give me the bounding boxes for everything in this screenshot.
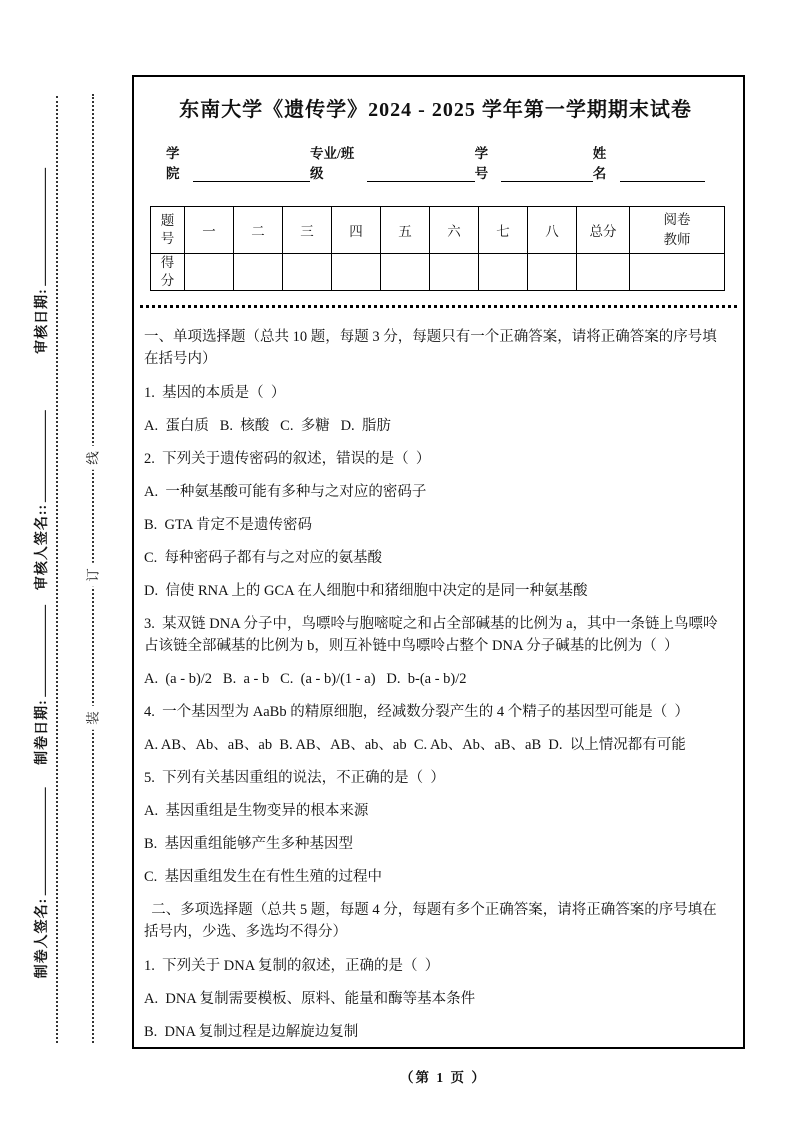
maker-signature-label <box>32 788 50 979</box>
score-header-1: 一 <box>185 207 234 254</box>
score-row-label: 得分 <box>151 254 185 291</box>
s1-q3-options: A. (a - b)/2 B. a - b C. (a - b)/(1 - a) D. b-(a - b)/2 <box>144 671 467 688</box>
binding-char-zhuang: 装 <box>86 706 100 730</box>
exam-body <box>144 326 727 1043</box>
score-cell-empty <box>185 254 234 291</box>
binding-char-xian: 线 <box>86 446 100 470</box>
binding-char-ding: 订 <box>86 563 100 587</box>
s1-q5-option-c: C. 基因重组发生在有性生殖的过程中 <box>144 869 383 886</box>
s1-q2-option-a: A. 一种氨基酸可能有多种与之对应的密码子 <box>144 484 427 501</box>
name-field <box>593 142 705 182</box>
score-header-2: 二 <box>234 207 283 254</box>
score-header-4: 四 <box>332 207 381 254</box>
s1-q1-options: A. 蛋白质 B. 核酸 C. 多糖 D. 脂肪 <box>144 418 391 435</box>
s1-q5-option-b: B. 基因重组能够产生多种基因型 <box>144 836 354 853</box>
major-class-blank <box>367 168 474 183</box>
maker-signature-text: 制卷人签名: <box>35 897 51 979</box>
score-header-3: 三 <box>283 207 332 254</box>
college-blank <box>193 168 310 183</box>
score-header-7: 七 <box>479 207 528 254</box>
score-table-score-row <box>151 254 725 291</box>
making-date-text: 制卷日期: <box>35 699 51 765</box>
student-id-blank <box>501 168 592 183</box>
review-date-label <box>32 168 50 354</box>
making-date-blank <box>32 605 46 697</box>
score-header-5: 五 <box>381 207 430 254</box>
student-id-label: 学号 <box>474 146 489 181</box>
reviewer-signature-label <box>32 410 50 590</box>
s1-q2-option-b: B. GTA 肯定不是遗传密码 <box>144 517 313 534</box>
dotted-separator <box>140 305 737 308</box>
s2-q1-option-b: B. DNA 复制过程是边解旋边复制 <box>144 1024 359 1041</box>
score-cell-empty <box>577 254 630 291</box>
s1-q2-option-d: D. 信使 RNA 上的 GCA 在人细胞中和猪细胞中决定的是同一种氨基酸 <box>144 583 588 600</box>
college-label: 学院 <box>166 146 180 181</box>
major-class-field <box>310 142 475 182</box>
score-cell-empty <box>283 254 332 291</box>
score-header-6: 六 <box>430 207 479 254</box>
student-info-row <box>166 142 705 182</box>
s1-q1-stem: 1. 基因的本质是（ ） <box>144 385 286 402</box>
score-header-total: 总分 <box>577 207 630 254</box>
s1-q5-stem: 5. 下列有关基因重组的说法，不正确的是（ ） <box>144 770 445 787</box>
exam-sheet <box>132 75 745 1049</box>
binding-dotted-line-inner <box>56 96 58 1043</box>
score-cell-empty <box>479 254 528 291</box>
s1-q4-stem: 4. 一个基因型为 AaBb 的精原细胞，经减数分裂产生的 4 个精子的基因型可能是（ ） <box>144 704 689 721</box>
section2-heading: 二、多项选择题（总共 5 题，每题 4 分，每题有多个正确答案，请将正确答案的序号填在括号内，少选、多选均不得分） <box>144 902 717 941</box>
college-field <box>166 142 310 182</box>
score-cell-empty <box>430 254 479 291</box>
s1-q2-option-c: C. 每种密码子都有与之对应的氨基酸 <box>144 550 383 567</box>
score-cell-empty <box>332 254 381 291</box>
s2-q1-stem: 1. 下列关于 DNA 复制的叙述，正确的是（ ） <box>144 958 440 975</box>
score-cell-empty <box>381 254 430 291</box>
maker-signature-blank <box>32 788 46 896</box>
score-header-tihao: 题号 <box>151 207 185 254</box>
student-id-field <box>475 142 593 182</box>
page-number: （第 1 页 ） <box>400 1070 487 1085</box>
score-header-8: 八 <box>528 207 577 254</box>
s2-q1-option-a: A. DNA 复制需要模板、原料、能量和酶等基本条件 <box>144 991 476 1008</box>
s1-q3-stem: 3. 某双链 DNA 分子中，鸟嘌呤与胞嘧啶之和占全部碱基的比例为 a，其中一条链上鸟嘌呤占该链全部碱基的比例为 b，则互补链中鸟嘌呤占整个 DNA 分子碱基的比例为（ ） <box>144 616 718 655</box>
name-label: 姓名 <box>592 146 607 181</box>
s1-q4-options: A. AB、Ab、aB、ab B. AB、AB、ab、ab C. Ab、Ab、aB、aB D. 以上情况都有可能 <box>144 737 686 754</box>
s1-q2-stem: 2. 下列关于遗传密码的叙述，错误的是（ ） <box>144 451 431 468</box>
section1-heading: 一、单项选择题（总共 10 题，每题 3 分，每题只有一个正确答案，请将正确答案的序号填在括号内） <box>144 329 717 368</box>
making-date-label <box>32 605 50 765</box>
review-date-text: 审核日期: <box>35 288 51 354</box>
score-header-grader: 阅卷教师 <box>630 207 725 254</box>
s1-q5-option-a: A. 基因重组是生物变异的根本来源 <box>144 803 369 820</box>
exam-title: 东南大学《遗传学》2024 - 2025 学年第一学期期末试卷 <box>179 99 692 121</box>
score-table-header-row <box>151 207 725 254</box>
name-blank <box>620 168 705 183</box>
score-cell-empty <box>528 254 577 291</box>
reviewer-signature-blank <box>32 410 46 502</box>
score-table <box>150 206 725 291</box>
score-cell-empty <box>630 254 725 291</box>
score-cell-empty <box>234 254 283 291</box>
reviewer-signature-text: 审核人签名:: <box>35 503 51 591</box>
major-class-label: 专业/班级 <box>310 146 355 181</box>
review-date-blank <box>32 168 46 286</box>
